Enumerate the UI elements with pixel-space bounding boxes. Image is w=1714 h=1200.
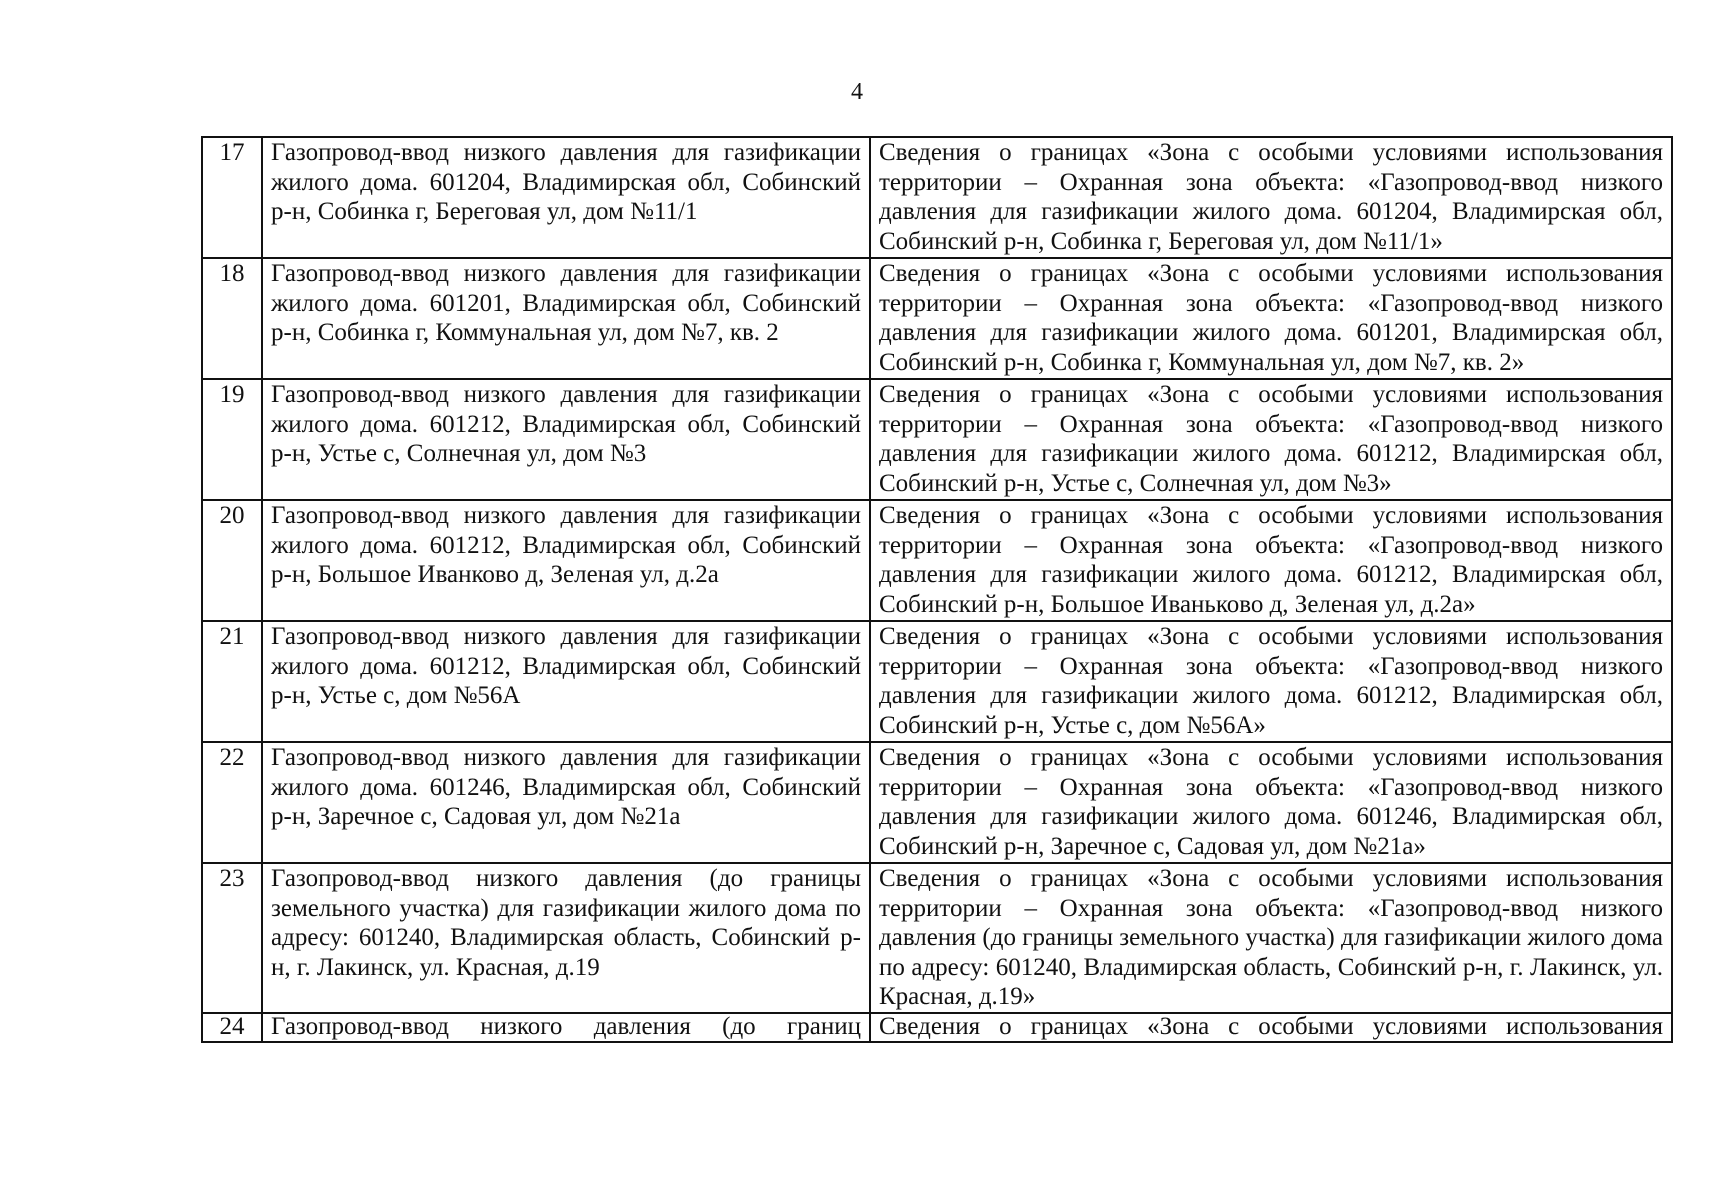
table-row [202,863,1672,1013]
row-number: 22 [202,742,262,863]
object-name-cell: Газопровод-ввод низкого давления для газификации жилого дома. 601246, Владимирская обл, Собинский р-н, Заречное с, Садовая ул, дом №21а [262,742,870,863]
object-name-cell [262,1013,870,1042]
table-row [202,137,1672,258]
row-number: 20 [202,500,262,621]
row-number: 23 [202,863,262,1013]
page-number: 4 [851,79,863,105]
row-number: 18 [202,258,262,379]
row-number: 19 [202,379,262,500]
table-row [202,379,1672,500]
boundary-info-cell: Сведения о границах «Зона с особыми условиями использования территории – Охранная зона объекта: «Газопровод-ввод низкого давления для газификации жилого дома. 601204, Владимирская обл, Собинский р-н, Собинка г, Береговая ул, дом №11/1» [870,137,1672,258]
table-row [202,500,1672,621]
table-row [202,1013,1672,1042]
boundary-info-cell: Сведения о границах «Зона с особыми условиями использования территории – Охранная зона объекта: «Газопровод-ввод низкого давления для газификации жилого дома. 601212, Владимирская обл, Собинский р-н, Большое Иваньково д, Зеленая ул, д.2а» [870,500,1672,621]
boundary-info-cell: Сведения о границах «Зона с особыми условиями использования территории – Охранная зона объекта: «Газопровод-ввод низкого давления (до границы земельного участка) для газификации жилого дома по адресу: 601240, Владимирская область, Собинский р-н, г. Лакинск, ул. Красная, д.19» [870,863,1672,1013]
boundary-info-cell: Сведения о границах «Зона с особыми условиями использования территории – Охранная зона объекта: «Газопровод-ввод низкого давления для газификации жилого дома. 601212, Владимирская обл, Собинский р-н, Устье с, Солнечная ул, дом №3» [870,379,1672,500]
row-number: 24 [202,1013,262,1042]
object-name-cell: Газопровод-ввод низкого давления для газификации жилого дома. 601212, Владимирская обл, Собинский р-н, Большое Иванково д, Зеленая ул, д.2а [262,500,870,621]
table-row [202,258,1672,379]
object-name-cell: Газопровод-ввод низкого давления для газификации жилого дома. 601201, Владимирская обл, Собинский р-н, Собинка г, Коммунальная ул, дом №7, кв. 2 [262,258,870,379]
boundary-info-cell [870,1013,1672,1042]
object-name-cell: Газопровод-ввод низкого давления для газификации жилого дома. 601212, Владимирская обл, Собинский р-н, Устье с, дом №56А [262,621,870,742]
boundary-info-cell: Сведения о границах «Зона с особыми условиями использования территории – Охранная зона объекта: «Газопровод-ввод низкого давления для газификации жилого дома. 601246, Владимирская обл, Собинский р-н, Заречное с, Садовая ул, дом №21а» [870,742,1672,863]
object-name-cell: Газопровод-ввод низкого давления для газификации жилого дома. 601204, Владимирская обл, Собинский р-н, Собинка г, Береговая ул, дом №11/1 [262,137,870,258]
table-row [202,621,1672,742]
object-name-text: Газопровод-ввод низкого давления (до границ [271,1014,861,1040]
object-name-cell: Газопровод-ввод низкого давления (до границы земельного участка) для газификации жилого дома по адресу: 601240, Владимирская область, Собинский р-н, г. Лакинск, ул. Красная, д.19 [262,863,870,1013]
table-row [202,742,1672,863]
zones-table [201,136,1673,1043]
object-name-cell: Газопровод-ввод низкого давления для газификации жилого дома. 601212, Владимирская обл, Собинский р-н, Устье с, Солнечная ул, дом №3 [262,379,870,500]
boundary-info-cell: Сведения о границах «Зона с особыми условиями использования территории – Охранная зона объекта: «Газопровод-ввод низкого давления для газификации жилого дома. 601212, Владимирская обл, Собинский р-н, Устье с, дом №56А» [870,621,1672,742]
row-number: 21 [202,621,262,742]
boundary-info-cell: Сведения о границах «Зона с особыми условиями использования территории – Охранная зона объекта: «Газопровод-ввод низкого давления для газификации жилого дома. 601201, Владимирская обл, Собинский р-н, Собинка г, Коммунальная ул, дом №7, кв. 2» [870,258,1672,379]
row-number: 17 [202,137,262,258]
boundary-info-text: Сведения о границах «Зона с особыми условиями использования [879,1014,1663,1040]
